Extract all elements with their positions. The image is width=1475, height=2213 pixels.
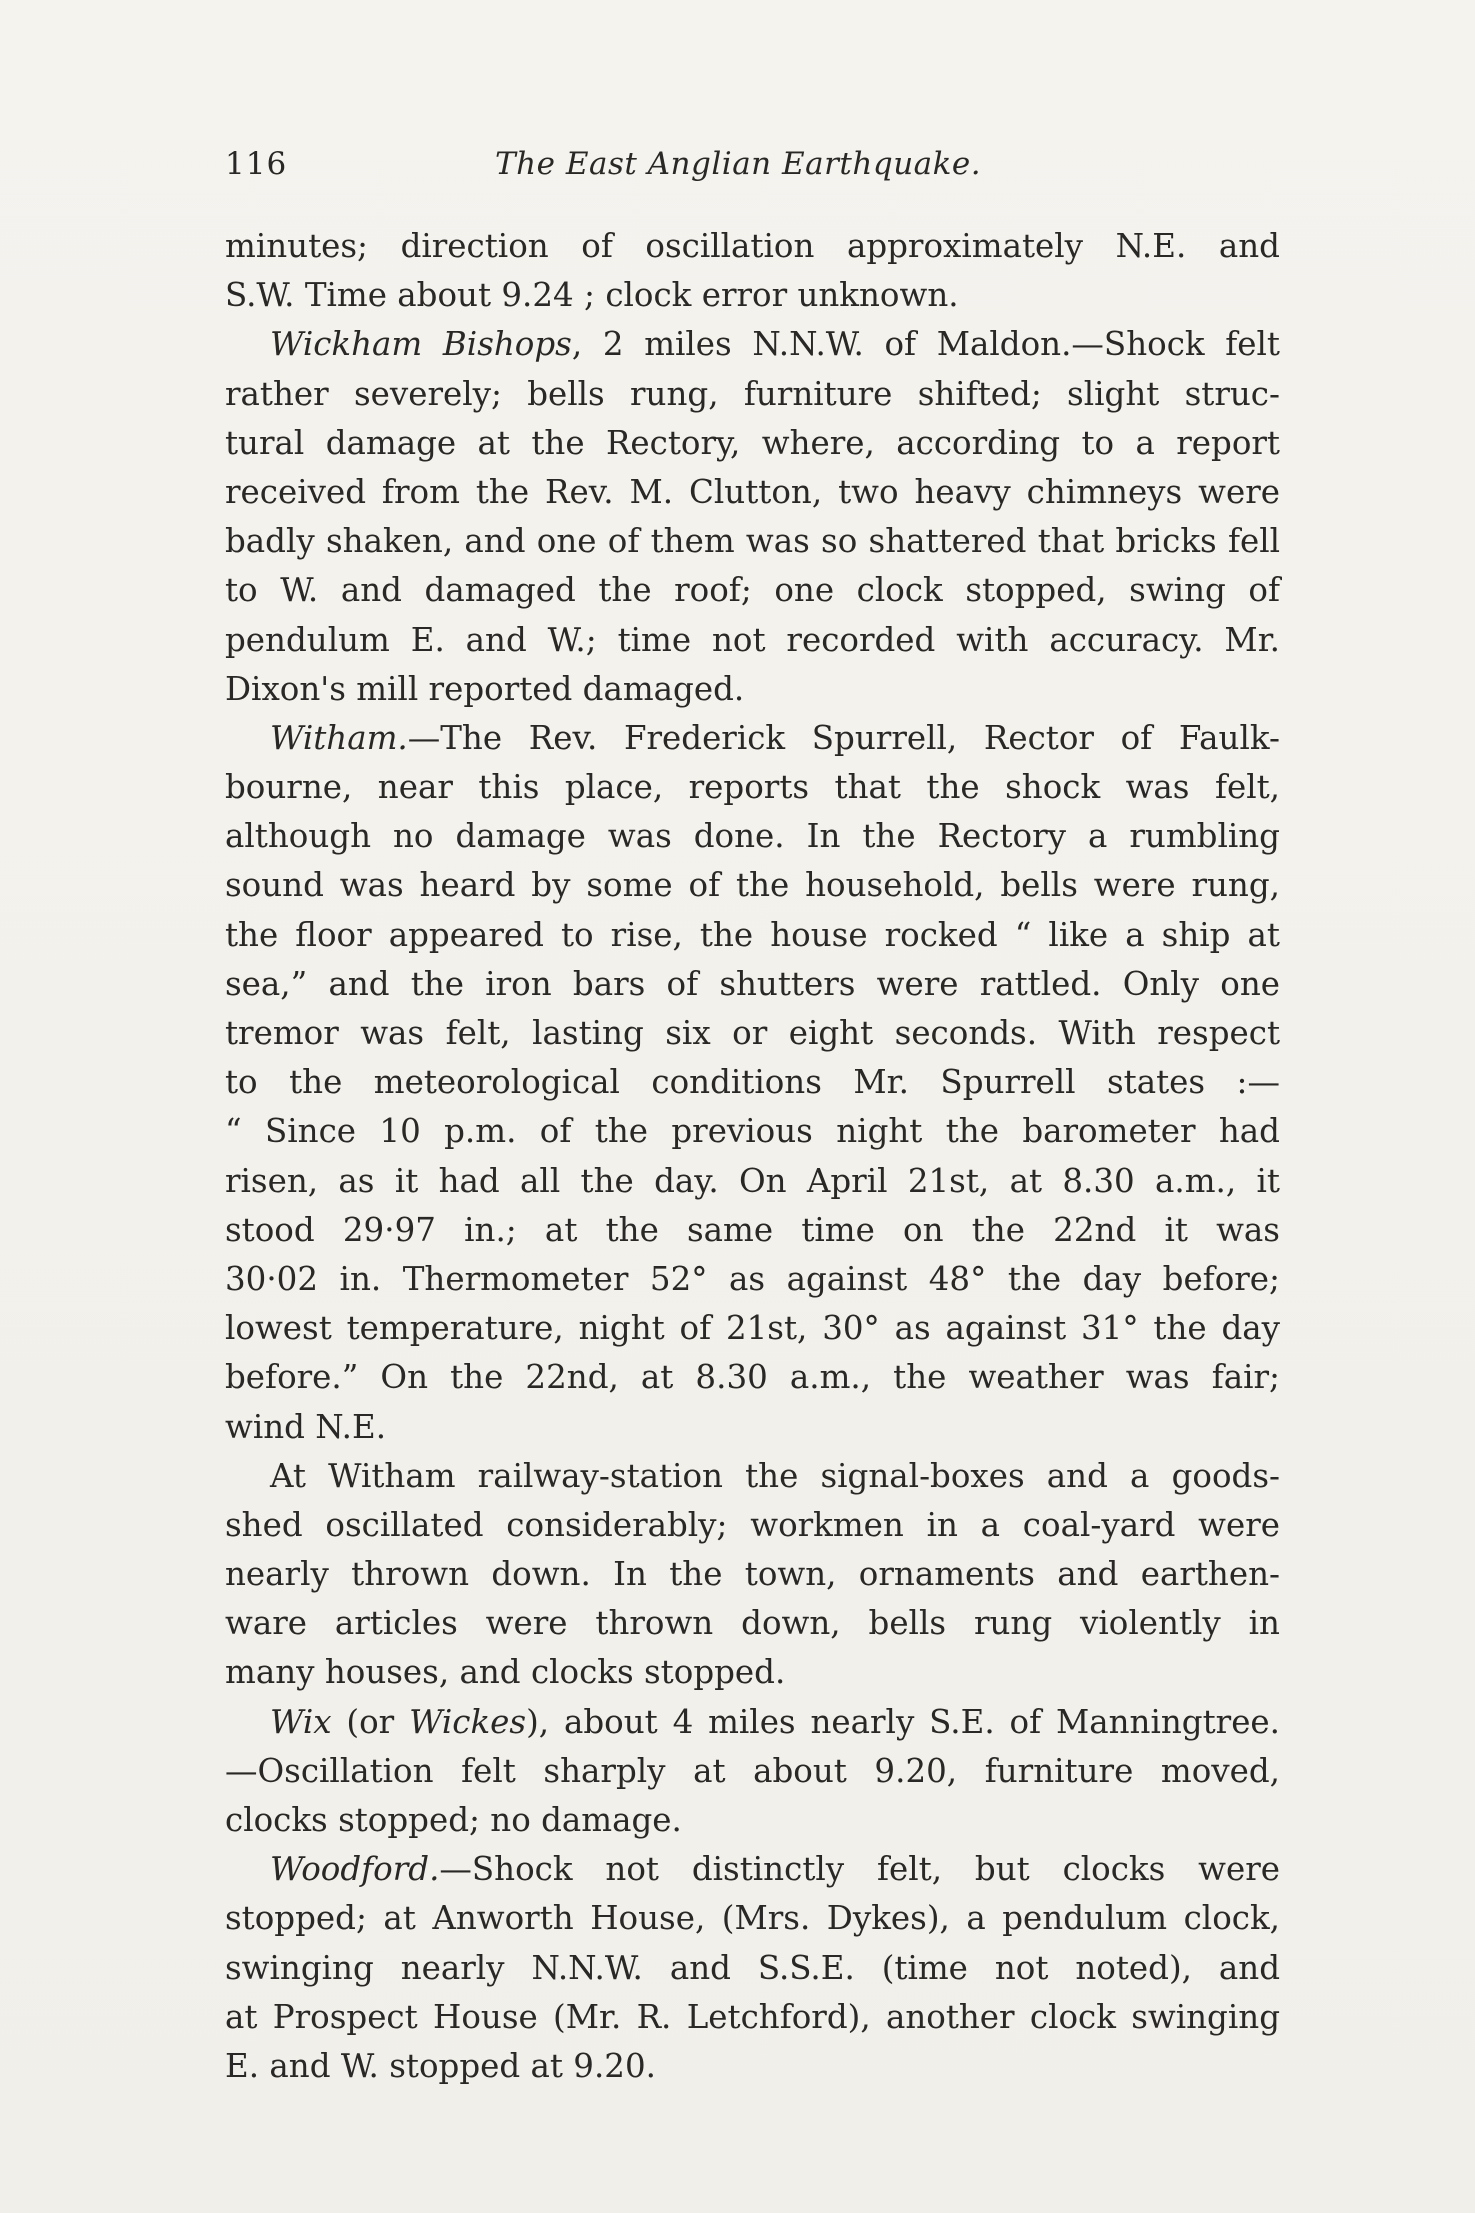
text-line: [225, 1452, 1280, 1501]
text-run: rather severely; bells rung, furniture shifted; slight struc-: [225, 374, 1280, 413]
page-number: 116: [225, 146, 288, 182]
text-line: [225, 960, 1280, 1009]
text-run: nearly thrown down. In the town, ornaments and earthen-: [225, 1555, 1280, 1594]
text-line: [225, 1894, 1280, 1943]
text-line: [225, 911, 1280, 960]
text-run: swinging nearly N.N.W. and S.S.E. (time not noted), and: [225, 1948, 1280, 1987]
text-line: [225, 320, 1280, 369]
text-run: clocks stopped; no damage.: [225, 1801, 682, 1839]
text-run: wind N.E.: [225, 1407, 387, 1446]
text-line: [225, 665, 1280, 714]
place-name: Wickham Bishops: [270, 325, 572, 364]
text-run: pendulum E. and W.; time not recorded with accuracy. Mr.: [225, 620, 1280, 659]
text-line: [225, 1993, 1280, 2042]
text-line: [225, 1796, 1280, 1845]
text-run: minutes; direction of oscillation approximately N.E. and: [225, 227, 1280, 265]
text-run: (or: [331, 1702, 410, 1741]
text-run: tural damage at the Rectory, where, according to a report: [225, 423, 1280, 462]
text-run: bourne, near this place, reports that the shock was felt,: [225, 768, 1280, 807]
text-run: tremor was felt, lasting six or eight seconds. With respect: [225, 1014, 1280, 1052]
text-line: [225, 1747, 1280, 1796]
text-run: —Oscillation felt sharply at about 9.20, furniture moved,: [225, 1751, 1280, 1790]
text-line: [225, 1944, 1280, 1993]
text-run: before.” On the 22nd, at 8.30 a.m., the weather was fair;: [225, 1358, 1280, 1397]
text-run: At Witham railway-station the signal-boxes and a goods-: [270, 1456, 1280, 1495]
text-run: received from the Rev. M. Clutton, two heavy chimneys were: [225, 472, 1280, 511]
body-text: [225, 222, 1280, 2091]
text-run: ware articles were thrown down, bells rung violently in: [225, 1604, 1280, 1643]
text-run: E. and W. stopped at 9.20.: [225, 2046, 656, 2085]
text-line: [225, 1058, 1280, 1107]
text-run: stood 29·97 in.; at the same time on the 22nd it was: [225, 1210, 1280, 1249]
text-line: [225, 222, 1280, 271]
text-line: [225, 1648, 1280, 1697]
text-run: to the meteorological conditions Mr. Spurrell states :—: [225, 1063, 1280, 1102]
text-run: although no damage was done. In the Rectory a rumbling: [225, 817, 1280, 856]
text-run: at Prospect House (Mr. R. Letchford), another clock swinging: [225, 1997, 1280, 2036]
text-run: lowest temperature, night of 21st, 30° as against 31° the day: [225, 1309, 1280, 1348]
running-title: The East Anglian Earthquake.: [495, 146, 982, 182]
text-line: [225, 763, 1280, 812]
text-line: [225, 1107, 1280, 1156]
text-run: —Shock not distinctly felt, but clocks were: [439, 1850, 1280, 1889]
text-line: [225, 1403, 1280, 1452]
text-line: [225, 1255, 1280, 1304]
text-run: many houses, and clocks stopped.: [225, 1653, 786, 1692]
text-line: [225, 1353, 1280, 1402]
text-line: [225, 1157, 1280, 1206]
text-run: sound was heard by some of the household, bells were rung,: [225, 866, 1280, 905]
text-run: shed oscillated considerably; workmen in a coal-yard were: [225, 1505, 1280, 1544]
text-run: stopped; at Anworth House, (Mrs. Dykes), a pendulum clock,: [225, 1899, 1280, 1938]
text-run: “ Since 10 p.m. of the previous night the barometer had: [225, 1112, 1280, 1151]
text-line: [225, 616, 1280, 665]
text-run: , 2 miles N.N.W. of Maldon.—Shock felt: [571, 325, 1280, 364]
text-run: to W. and damaged the roof; one clock stopped, swing of: [225, 571, 1280, 610]
text-line: [225, 1206, 1280, 1255]
text-run: —The Rev. Frederick Spurrell, Rector of Faulk-: [407, 718, 1280, 757]
place-name: Wickes: [409, 1702, 527, 1741]
text-run: risen, as it had all the day. On April 21st, at 8.30 a.m., it: [225, 1161, 1280, 1200]
place-name: Wix: [270, 1702, 332, 1741]
text-run: the floor appeared to rise, the house rocked “ like a ship at: [225, 915, 1280, 954]
text-run: S.W. Time about 9.24 ; clock error unknown.: [225, 276, 959, 315]
text-line: [225, 1009, 1280, 1058]
place-name: Woodford.: [270, 1850, 440, 1889]
page-header: [225, 146, 1285, 190]
text-line: [225, 419, 1280, 468]
text-line: [225, 714, 1280, 763]
text-line: [225, 812, 1280, 861]
text-line: [225, 370, 1280, 419]
text-line: [225, 1304, 1280, 1353]
text-run: sea,” and the iron bars of shutters were rattled. Only one: [225, 964, 1280, 1003]
text-line: [225, 1845, 1280, 1894]
text-line: [225, 2042, 1280, 2091]
text-line: [225, 517, 1280, 566]
text-line: [225, 1501, 1280, 1550]
text-run: badly shaken, and one of them was so shattered that bricks fell: [225, 522, 1280, 561]
text-line: [225, 468, 1280, 517]
text-line: [225, 1599, 1280, 1648]
place-name: Witham.: [270, 718, 408, 757]
text-line: [225, 566, 1280, 615]
text-run: ), about 4 miles nearly S.E. of Manningtree.: [526, 1702, 1280, 1741]
text-run: Dixon's mill reported damaged.: [225, 669, 745, 708]
text-run: 30·02 in. Thermometer 52° as against 48° the day before;: [225, 1259, 1280, 1298]
text-line: [225, 271, 1280, 320]
text-line: [225, 1698, 1280, 1747]
text-line: [225, 1550, 1280, 1599]
text-line: [225, 861, 1280, 910]
